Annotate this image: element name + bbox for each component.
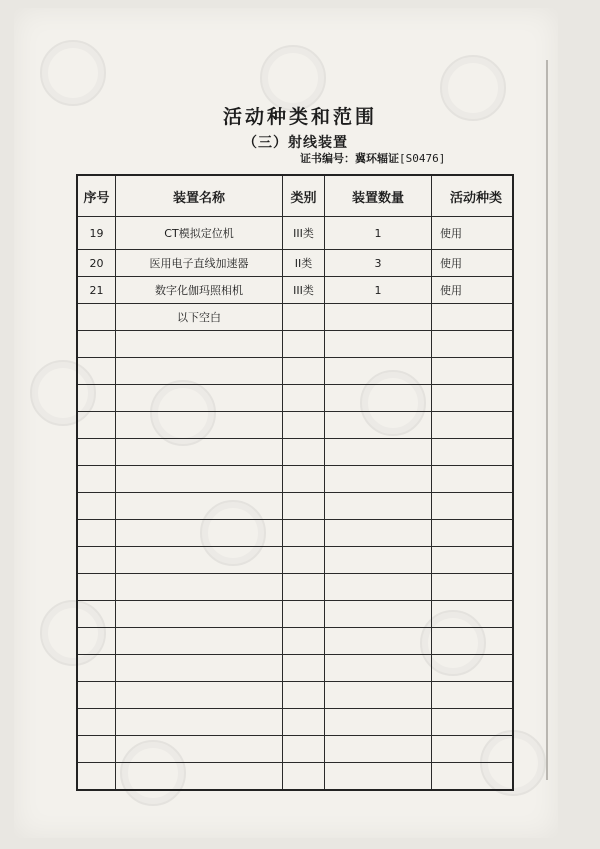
cell-empty <box>283 358 325 385</box>
cell-empty <box>432 574 514 601</box>
table-row-empty <box>77 439 513 466</box>
cell-empty <box>283 655 325 682</box>
cell-empty <box>77 628 116 655</box>
cell-activity <box>432 304 514 331</box>
cell-category: III类 <box>283 277 325 304</box>
cell-empty <box>325 628 432 655</box>
cell-empty <box>77 601 116 628</box>
cell-empty <box>116 709 283 736</box>
cell-name: 以下空白 <box>116 304 283 331</box>
cell-empty <box>116 439 283 466</box>
table-row <box>77 217 513 250</box>
cell-empty <box>116 601 283 628</box>
cell-category <box>283 304 325 331</box>
table-row <box>77 304 513 331</box>
cell-empty <box>77 655 116 682</box>
table-row <box>77 277 513 304</box>
table-row-empty <box>77 682 513 709</box>
cell-empty <box>432 466 514 493</box>
cell-empty <box>116 412 283 439</box>
cell-no: 20 <box>77 250 116 277</box>
cell-name: 数字化伽玛照相机 <box>116 277 283 304</box>
cell-empty <box>283 493 325 520</box>
cell-empty <box>283 682 325 709</box>
cell-empty <box>325 736 432 763</box>
watermark-seal <box>40 40 106 106</box>
cell-empty <box>283 709 325 736</box>
cell-empty <box>325 412 432 439</box>
cell-quantity: 3 <box>325 250 432 277</box>
cell-empty <box>325 574 432 601</box>
cell-empty <box>116 736 283 763</box>
table-row-empty <box>77 331 513 358</box>
cell-empty <box>432 682 514 709</box>
certificate-prefix: 冀环辐证 <box>355 152 399 165</box>
cell-empty <box>77 439 116 466</box>
cell-empty <box>432 736 514 763</box>
cell-empty <box>116 358 283 385</box>
table-row-empty <box>77 412 513 439</box>
cell-empty <box>116 331 283 358</box>
header-quantity: 装置数量 <box>325 175 432 217</box>
cell-empty <box>283 628 325 655</box>
cell-no: 21 <box>77 277 116 304</box>
cell-empty <box>283 736 325 763</box>
cell-quantity: 1 <box>325 277 432 304</box>
cell-empty <box>325 520 432 547</box>
table-row-empty <box>77 358 513 385</box>
cell-empty <box>77 574 116 601</box>
cell-empty <box>432 358 514 385</box>
cell-empty <box>116 763 283 791</box>
table-row <box>77 250 513 277</box>
cell-empty <box>432 331 514 358</box>
cell-empty <box>283 574 325 601</box>
document-title: 活动种类和范围 <box>222 106 377 128</box>
cell-empty <box>325 466 432 493</box>
cell-empty <box>432 493 514 520</box>
cell-empty <box>77 385 116 412</box>
cell-empty <box>77 763 116 791</box>
cell-activity: 使用 <box>432 217 514 250</box>
table-row-empty <box>77 628 513 655</box>
cell-empty <box>116 466 283 493</box>
cell-empty <box>77 709 116 736</box>
cell-empty <box>77 493 116 520</box>
cell-empty <box>283 412 325 439</box>
table-row-empty <box>77 763 513 791</box>
cell-empty <box>432 601 514 628</box>
table-row-empty <box>77 385 513 412</box>
cell-activity: 使用 <box>432 250 514 277</box>
certificate-number: [S0476] <box>399 152 446 165</box>
header-name: 装置名称 <box>116 175 283 217</box>
table-row-empty <box>77 601 513 628</box>
cell-empty <box>116 628 283 655</box>
certificate-label: 证书编号： <box>300 152 355 165</box>
cell-empty <box>432 547 514 574</box>
cell-empty <box>325 385 432 412</box>
certificate-line <box>300 150 445 166</box>
cell-empty <box>77 736 116 763</box>
cell-empty <box>432 385 514 412</box>
cell-category: III类 <box>283 217 325 250</box>
cell-empty <box>77 520 116 547</box>
cell-category: II类 <box>283 250 325 277</box>
cell-empty <box>116 493 283 520</box>
cell-empty <box>325 763 432 791</box>
cell-quantity: 1 <box>325 217 432 250</box>
cell-empty <box>325 682 432 709</box>
cell-empty <box>325 439 432 466</box>
cell-empty <box>77 412 116 439</box>
table-row-empty <box>77 655 513 682</box>
document-subtitle: （三）射线装置 <box>243 135 348 151</box>
cell-empty <box>283 763 325 791</box>
cell-empty <box>432 628 514 655</box>
cell-empty <box>325 547 432 574</box>
cell-no: 19 <box>77 217 116 250</box>
cell-empty <box>116 655 283 682</box>
cell-empty <box>77 547 116 574</box>
table-row-empty <box>77 466 513 493</box>
cell-empty <box>116 385 283 412</box>
cell-name: CT模拟定位机 <box>116 217 283 250</box>
cell-empty <box>77 331 116 358</box>
cell-empty <box>116 682 283 709</box>
table-row-empty <box>77 709 513 736</box>
cell-activity: 使用 <box>432 277 514 304</box>
cell-empty <box>325 358 432 385</box>
cell-empty <box>283 466 325 493</box>
cell-empty <box>432 763 514 791</box>
cell-empty <box>432 439 514 466</box>
cell-empty <box>325 655 432 682</box>
table-row-empty <box>77 493 513 520</box>
table-row-empty <box>77 574 513 601</box>
cell-empty <box>283 331 325 358</box>
table-row-empty <box>77 520 513 547</box>
cell-empty <box>432 655 514 682</box>
cell-empty <box>77 358 116 385</box>
cell-no <box>77 304 116 331</box>
cell-name: 医用电子直线加速器 <box>116 250 283 277</box>
cell-empty <box>283 547 325 574</box>
cell-empty <box>77 682 116 709</box>
cell-empty <box>283 439 325 466</box>
cell-empty <box>283 520 325 547</box>
cell-empty <box>325 331 432 358</box>
cell-empty <box>432 520 514 547</box>
header-activity: 活动种类 <box>432 175 514 217</box>
cell-empty <box>77 466 116 493</box>
cell-empty <box>325 709 432 736</box>
table-row-empty <box>77 736 513 763</box>
table-row-empty <box>77 547 513 574</box>
cell-empty <box>116 520 283 547</box>
cell-empty <box>116 547 283 574</box>
header-no: 序号 <box>77 175 116 217</box>
header-category: 类别 <box>283 175 325 217</box>
table-header-row <box>77 175 513 217</box>
cell-empty <box>325 493 432 520</box>
cell-empty <box>432 412 514 439</box>
cell-empty <box>283 385 325 412</box>
cell-quantity <box>325 304 432 331</box>
page-edge <box>546 60 548 780</box>
cell-empty <box>283 601 325 628</box>
cell-empty <box>116 574 283 601</box>
device-table <box>76 174 514 791</box>
cell-empty <box>325 601 432 628</box>
cell-empty <box>432 709 514 736</box>
